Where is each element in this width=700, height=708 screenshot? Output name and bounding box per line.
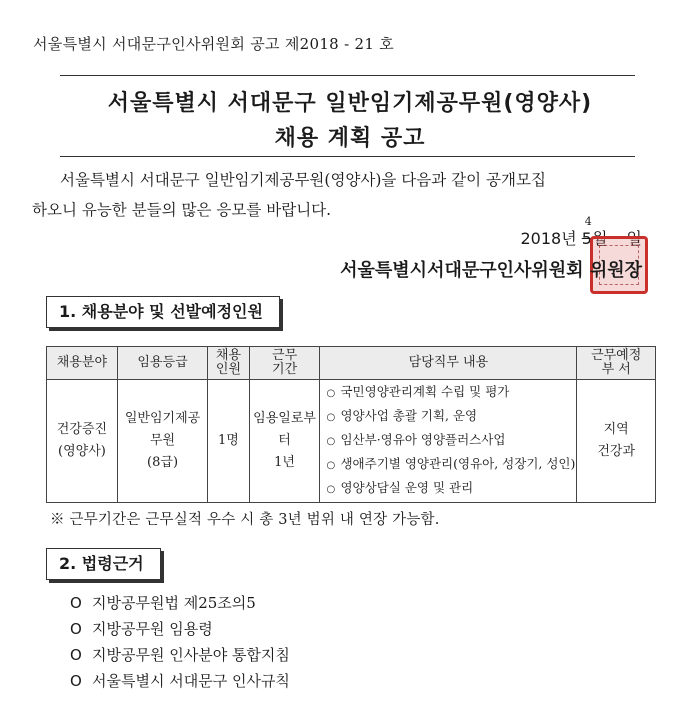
date-month-printed: 5 <box>581 229 592 248</box>
section-1-heading: 1. 채용분야 및 선발예정인원 <box>46 296 280 328</box>
title-rule <box>60 156 635 157</box>
duty-item: ○ 생애주기별 영양관리(영유아, 성장기, 성인) <box>326 453 575 477</box>
header-duties: 담당직무 내용 <box>320 347 577 380</box>
header-grade: 임용등급 <box>117 347 207 380</box>
circle-bullet-icon: ○ <box>326 460 336 471</box>
issuer: 서울특별시서대문구인사위원회 위원장 <box>340 260 642 281</box>
extension-footnote: ※ 근무기간은 근무실적 우수 시 총 3년 범위 내 연장 가능함. <box>50 512 440 528</box>
intro-paragraph <box>32 165 650 225</box>
cell-count: 1명 <box>208 380 249 503</box>
cell-period: 임용일로부터 1년 <box>249 380 320 503</box>
intro-line-1: 서울특별시 서대문구 일반임기제공무원(영양사)을 다음과 같이 공개모집 <box>60 171 546 189</box>
list-item: O 지방공무원 인사분야 통합지침 <box>70 642 290 668</box>
circle-bullet-icon: ○ <box>326 436 336 447</box>
header-department: 근무예정 부 서 <box>577 347 656 380</box>
date-month-suffix: 월 <box>591 229 608 248</box>
duty-item: ○ 영양사업 총괄 기획, 운영 <box>326 405 575 429</box>
header-count: 채용 인원 <box>208 347 249 380</box>
date-day: 일 <box>626 229 642 248</box>
duty-item: ○ 임산부·영유아 영양플러스사업 <box>326 429 575 453</box>
header-period: 근무 기간 <box>249 347 320 380</box>
circle-bullet-icon: O <box>70 620 82 638</box>
list-item: O 지방공무원법 제25조의5 <box>70 590 290 616</box>
cell-department: 지역 건강과 <box>577 380 656 503</box>
section-2-heading: 2. 법령근거 <box>46 548 161 580</box>
circle-bullet-icon: ○ <box>326 412 336 423</box>
header-field: 채용분야 <box>47 347 118 380</box>
duty-item: ○ 국민영양관리계획 수립 및 평가 <box>326 381 575 405</box>
intro-line-2: 하오니 유능한 분들의 많은 응모를 바랍니다. <box>32 201 332 219</box>
cell-field: 건강증진 (영양사) <box>47 380 118 503</box>
recruitment-table <box>46 346 656 503</box>
date-month-correction: 4 <box>584 215 592 228</box>
date-year: 2018년 <box>520 229 577 248</box>
circle-bullet-icon: ○ <box>326 388 336 399</box>
circle-bullet-icon: O <box>70 646 82 664</box>
circle-bullet-icon: ○ <box>326 484 336 495</box>
top-rule <box>60 75 635 76</box>
duty-item: ○ 영양상담실 운영 및 관리 <box>326 477 575 501</box>
notice-number: 서울특별시 서대문구인사위원회 공고 제2018 - 21 호 <box>33 35 395 53</box>
table-header-row <box>47 347 656 380</box>
title-line-2: 채용 계획 공고 <box>274 126 426 151</box>
list-item: O 지방공무원 임용령 <box>70 616 290 642</box>
table-row <box>47 380 656 503</box>
circle-bullet-icon: O <box>70 672 82 690</box>
legal-basis-list <box>70 590 290 694</box>
list-item: O 서울특별시 서대문구 인사규칙 <box>70 668 290 694</box>
cell-duties <box>320 380 577 503</box>
cell-grade: 일반임기제공무원 (8급) <box>117 380 207 503</box>
circle-bullet-icon: O <box>70 594 82 612</box>
title-line-1: 서울특별시 서대문구 일반임기제공무원(영양사) <box>107 91 593 116</box>
